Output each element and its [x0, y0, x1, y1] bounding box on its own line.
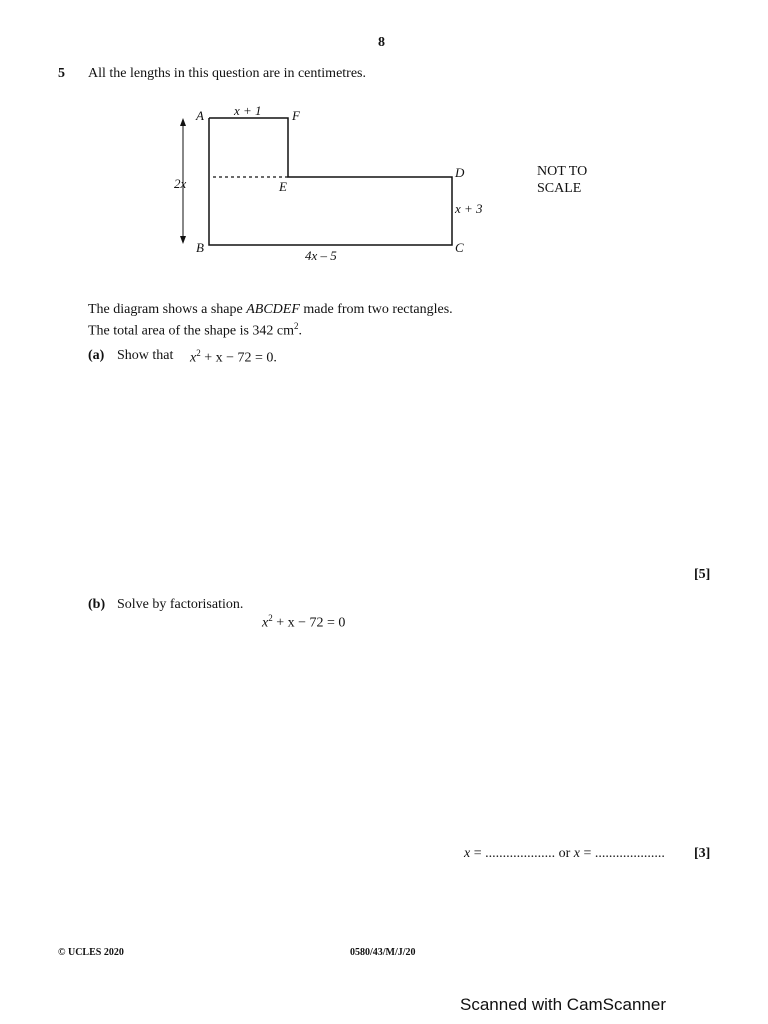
label-top: x + 1 — [234, 103, 262, 118]
shape-diagram — [160, 100, 510, 270]
part-b-instruction: Solve by factorisation. — [117, 597, 244, 612]
part-a-instruction: Show that — [117, 348, 174, 363]
vertex-e: E — [279, 179, 287, 194]
vertex-d: D — [455, 165, 465, 180]
vertex-b: B — [196, 240, 204, 255]
part-a-marks: [5] — [694, 567, 711, 582]
part-b-equation: $x^2 + x - 72 = 0$ — [262, 613, 346, 631]
part-b-label: (b) — [88, 597, 106, 612]
vertex-a: A — [196, 108, 204, 123]
label-right: x + 3 — [455, 201, 483, 216]
question-intro: All the lengths in this question are in centimetres. — [88, 66, 366, 81]
vertex-c: C — [455, 240, 464, 255]
footer-paper-code: 0580/43/M/J/20 — [350, 947, 416, 958]
part-a-label: (a) — [88, 348, 105, 363]
footer-copyright: © UCLES 2020 — [58, 947, 124, 958]
description-line-2: The total area of the shape is 342 $cm^2$. — [88, 321, 303, 339]
not-to-scale-note: NOT TO SCALE — [537, 164, 588, 196]
label-left: 2x — [174, 176, 187, 191]
scanner-watermark: Scanned with CamScanner — [460, 995, 667, 1014]
part-a-equation: $x^2 + x - 72 = 0$. — [190, 348, 277, 366]
shape-outline — [209, 118, 452, 245]
vertex-f: F — [292, 108, 300, 123]
question-description — [88, 302, 453, 340]
page-number: 8 — [378, 35, 385, 50]
description-line-1: The diagram shows a shape ABCDEF made from two rectangles. — [88, 302, 453, 317]
height-arrow-top — [180, 118, 186, 126]
label-bottom: 4x – 5 — [305, 248, 337, 263]
part-b-marks: [3] — [694, 846, 711, 861]
height-arrow-bottom — [180, 236, 186, 244]
answer-line[interactable]: x = .................... or x = .................... — [464, 846, 665, 861]
question-number: 5 — [58, 66, 65, 81]
